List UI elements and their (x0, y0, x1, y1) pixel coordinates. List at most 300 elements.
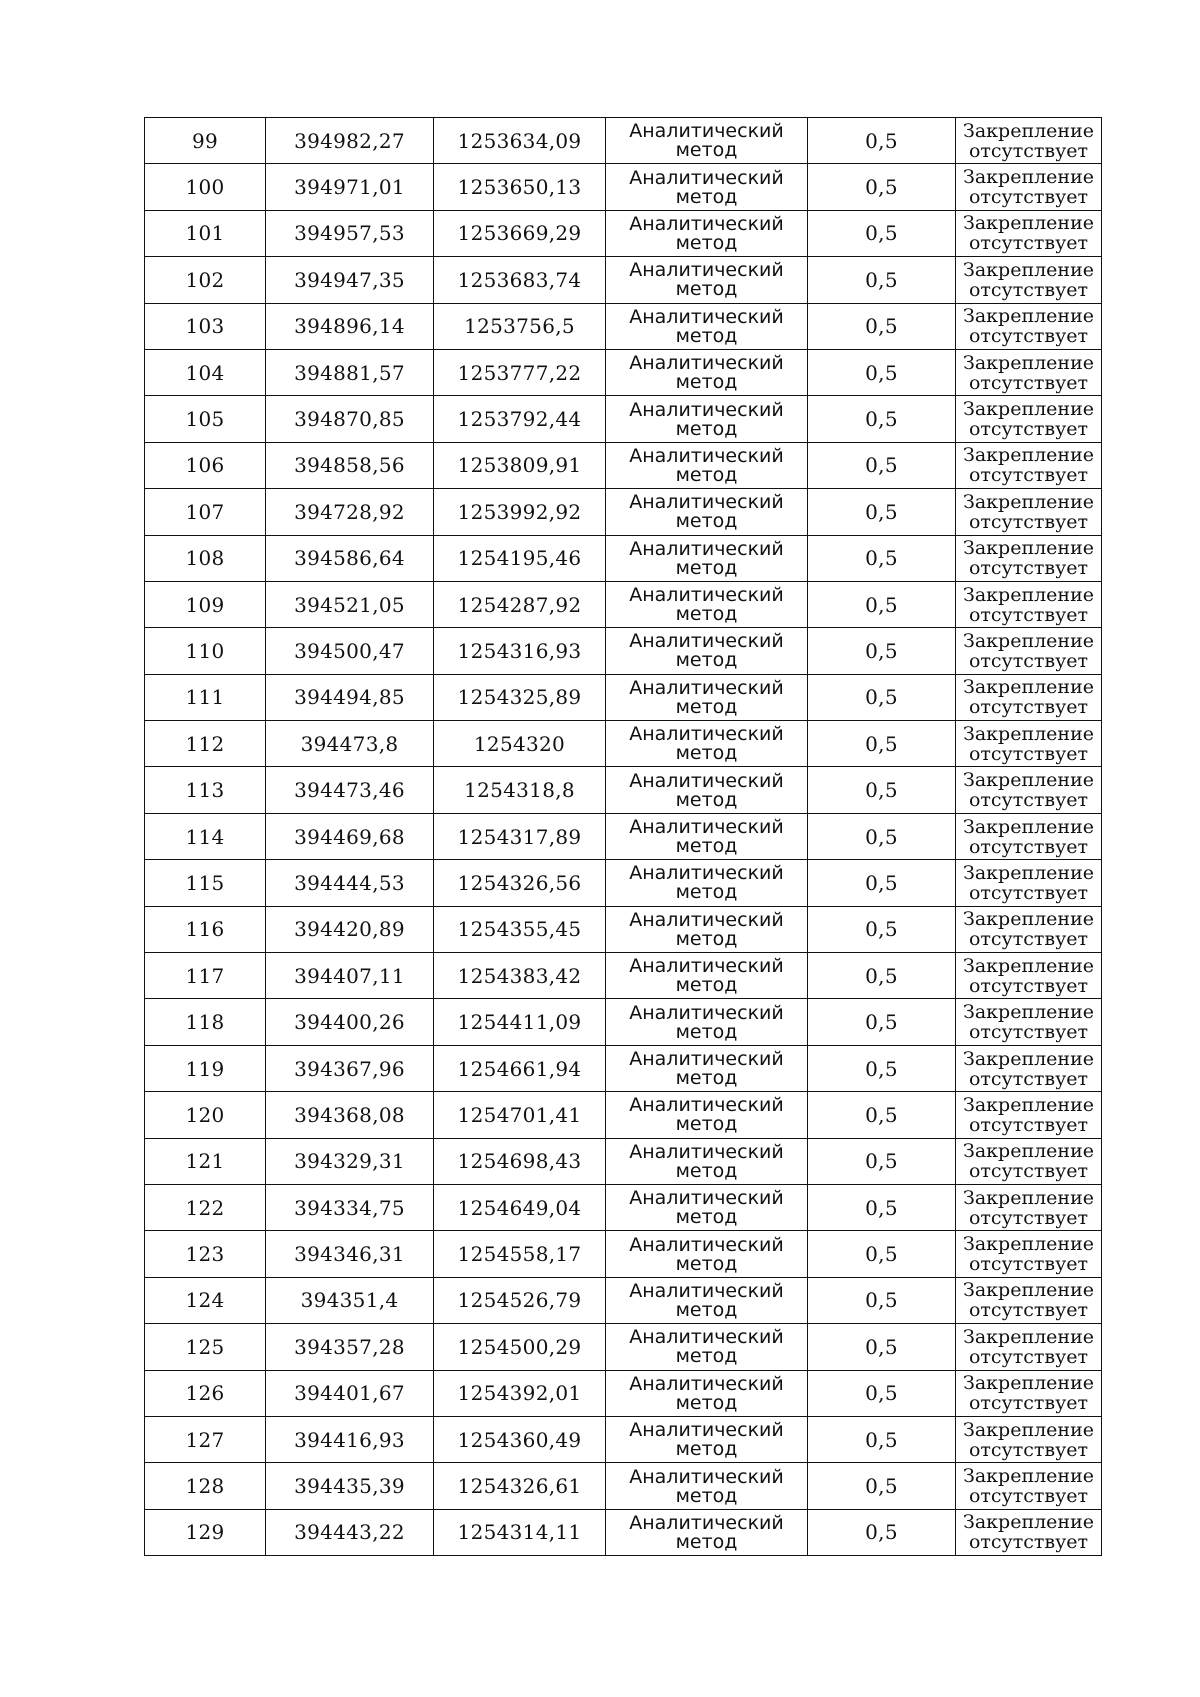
x-coordinate-cell: 394400,26 (266, 999, 434, 1045)
table-row (145, 813, 1102, 859)
fixing-line1: Закрепление (963, 1325, 1094, 1348)
table-row (145, 999, 1102, 1045)
table-row (145, 1138, 1102, 1184)
fixing-line1: Закрепление (963, 1001, 1094, 1024)
method-line2: метод (675, 835, 738, 858)
method-cell (606, 999, 808, 1045)
fixing-line2: отсутствует (968, 928, 1089, 951)
method-line1: Аналитический (629, 1048, 784, 1070)
x-coordinate-cell: 394443,22 (266, 1509, 434, 1555)
method-line1: Аналитический (629, 305, 784, 328)
method-line1: Аналитический (629, 1279, 784, 1302)
x-coordinate-cell: 394334,75 (266, 1184, 434, 1230)
method-cell (606, 1277, 808, 1323)
fixing-line2: отсутствует (968, 1531, 1089, 1554)
x-coordinate-cell: 394521,05 (266, 581, 434, 627)
accuracy-cell: 0,5 (808, 489, 956, 535)
point-number-cell: 124 (145, 1277, 266, 1323)
point-number-cell: 118 (145, 999, 266, 1045)
y-coordinate-cell: 1254316,93 (434, 628, 606, 674)
point-number-cell: 128 (145, 1463, 266, 1509)
table-row (145, 396, 1102, 442)
fixing-line2: отсутствует (968, 835, 1089, 858)
method-cell (606, 1138, 808, 1184)
fixing-line1: Закрепление (963, 444, 1094, 467)
y-coordinate-cell: 1253650,13 (434, 164, 606, 210)
fixing-line2: отсутствует (968, 1299, 1089, 1322)
y-coordinate-cell: 1254392,01 (434, 1370, 606, 1416)
method-line2: метод (675, 881, 738, 904)
method-line2: метод (675, 1067, 738, 1089)
table-row (145, 581, 1102, 627)
method-cell (606, 535, 808, 581)
table-row (145, 1509, 1102, 1555)
method-cell (606, 1184, 808, 1230)
x-coordinate-cell: 394728,92 (266, 489, 434, 535)
method-line1: Аналитический (629, 816, 784, 839)
point-number-cell: 105 (145, 396, 266, 442)
fixing-line2: отсутствует (968, 557, 1089, 580)
table-row (145, 489, 1102, 535)
method-line1: Аналитический (629, 1465, 784, 1488)
method-cell (606, 349, 808, 395)
y-coordinate-cell: 1253756,5 (434, 303, 606, 349)
fixing-line2: отсутствует (968, 1021, 1089, 1044)
method-line1: Аналитический (629, 1140, 784, 1163)
x-coordinate-cell: 394881,57 (266, 349, 434, 395)
method-cell (606, 721, 808, 767)
method-cell (606, 118, 808, 164)
accuracy-cell: 0,5 (808, 628, 956, 674)
fixing-line2: отсутствует (968, 186, 1089, 209)
method-line1: Аналитический (629, 1419, 784, 1442)
point-number-cell: 107 (145, 489, 266, 535)
table-row (145, 1370, 1102, 1416)
accuracy-cell: 0,5 (808, 1277, 956, 1323)
table-row (145, 164, 1102, 210)
y-coordinate-cell: 1254314,11 (434, 1509, 606, 1555)
y-coordinate-cell: 1253634,09 (434, 118, 606, 164)
point-number-cell: 99 (145, 118, 266, 164)
accuracy-cell: 0,5 (808, 1092, 956, 1138)
point-number-cell: 103 (145, 303, 266, 349)
point-number-cell: 113 (145, 767, 266, 813)
method-line2: метод (675, 1345, 738, 1368)
method-line2: метод (675, 463, 738, 486)
x-coordinate-cell: 394469,68 (266, 813, 434, 859)
fixing-line2: отсутствует (968, 1113, 1089, 1136)
fixing-line1: Закрепление (963, 629, 1094, 652)
table-row (145, 674, 1102, 720)
method-cell (606, 1231, 808, 1277)
accuracy-cell: 0,5 (808, 813, 956, 859)
method-line1: Аналитический (629, 1372, 784, 1395)
x-coordinate-cell: 394444,53 (266, 860, 434, 906)
method-line1: Аналитический (629, 1511, 784, 1534)
method-line1: Аналитический (629, 491, 784, 514)
method-line1: Аналитический (629, 862, 784, 885)
table-row (145, 1324, 1102, 1370)
method-line2: метод (675, 649, 738, 672)
fixing-cell (956, 164, 1102, 210)
y-coordinate-cell: 1253809,91 (434, 442, 606, 488)
point-number-cell: 116 (145, 906, 266, 952)
method-line1: Аналитический (629, 908, 784, 931)
method-line1: Аналитический (629, 584, 784, 607)
method-line2: метод (675, 1252, 738, 1275)
fixing-cell (956, 257, 1102, 303)
table-row (145, 1277, 1102, 1323)
fixing-line1: Закрепление (963, 1140, 1094, 1163)
fixing-line1: Закрепление (963, 1418, 1094, 1441)
accuracy-cell: 0,5 (808, 1370, 956, 1416)
method-line2: метод (675, 603, 738, 626)
fixing-line2: отсутствует (968, 464, 1089, 487)
method-line2: метод (675, 556, 738, 579)
point-number-cell: 127 (145, 1416, 266, 1462)
y-coordinate-cell: 1254195,46 (434, 535, 606, 581)
fixing-cell (956, 674, 1102, 720)
fixing-cell (956, 396, 1102, 442)
point-number-cell: 112 (145, 721, 266, 767)
y-coordinate-cell: 1253992,92 (434, 489, 606, 535)
accuracy-cell: 0,5 (808, 860, 956, 906)
fixing-cell (956, 1370, 1102, 1416)
fixing-cell (956, 813, 1102, 859)
point-number-cell: 114 (145, 813, 266, 859)
method-cell (606, 257, 808, 303)
method-line1: Аналитический (629, 212, 784, 235)
method-cell (606, 164, 808, 210)
method-cell (606, 303, 808, 349)
method-line2: метод (675, 371, 738, 394)
method-line2: метод (675, 417, 738, 440)
fixing-line2: отсутствует (968, 232, 1089, 255)
x-coordinate-cell: 394870,85 (266, 396, 434, 442)
fixing-cell (956, 442, 1102, 488)
fixing-line1: Закрепление (963, 351, 1094, 374)
accuracy-cell: 0,5 (808, 210, 956, 256)
fixing-cell (956, 349, 1102, 395)
x-coordinate-cell: 394357,28 (266, 1324, 434, 1370)
fixing-line1: Закрепление (963, 583, 1094, 606)
x-coordinate-cell: 394346,31 (266, 1231, 434, 1277)
method-cell (606, 396, 808, 442)
x-coordinate-cell: 394858,56 (266, 442, 434, 488)
y-coordinate-cell: 1254558,17 (434, 1231, 606, 1277)
method-cell (606, 860, 808, 906)
method-cell (606, 906, 808, 952)
method-cell (606, 1045, 808, 1091)
y-coordinate-cell: 1254360,49 (434, 1416, 606, 1462)
method-cell (606, 1370, 808, 1416)
method-cell (606, 767, 808, 813)
fixing-line2: отсутствует (968, 1206, 1089, 1229)
method-line1: Аналитический (629, 259, 784, 282)
method-cell (606, 813, 808, 859)
x-coordinate-cell: 394957,53 (266, 210, 434, 256)
y-coordinate-cell: 1253669,29 (434, 210, 606, 256)
fixing-cell (956, 1277, 1102, 1323)
x-coordinate-cell: 394416,93 (266, 1416, 434, 1462)
table-row (145, 1184, 1102, 1230)
fixing-line1: Закрепление (963, 1465, 1094, 1488)
method-line1: Аналитический (629, 1001, 784, 1024)
fixing-line2: отсутствует (968, 974, 1089, 997)
fixing-cell (956, 999, 1102, 1045)
y-coordinate-cell: 1254287,92 (434, 581, 606, 627)
table-row (145, 349, 1102, 395)
fixing-line2: отсутствует (968, 649, 1089, 672)
fixing-line2: отсутствует (968, 1160, 1089, 1183)
fixing-cell (956, 953, 1102, 999)
y-coordinate-cell: 1254411,09 (434, 999, 606, 1045)
table-row (145, 535, 1102, 581)
y-coordinate-cell: 1254661,94 (434, 1045, 606, 1091)
method-line1: Аналитический (629, 1187, 784, 1210)
method-line1: Аналитический (629, 537, 784, 560)
method-line2: метод (675, 974, 738, 997)
method-line2: метод (675, 1113, 738, 1136)
method-cell (606, 1463, 808, 1509)
accuracy-cell: 0,5 (808, 164, 956, 210)
y-coordinate-cell: 1254526,79 (434, 1277, 606, 1323)
method-line1: Аналитический (629, 120, 784, 143)
coordinates-table (144, 117, 1102, 1556)
fixing-cell (956, 1184, 1102, 1230)
fixing-line2: отсутствует (968, 1485, 1089, 1508)
method-cell (606, 628, 808, 674)
point-number-cell: 115 (145, 860, 266, 906)
fixing-cell (956, 1509, 1102, 1555)
accuracy-cell: 0,5 (808, 118, 956, 164)
y-coordinate-cell: 1254383,42 (434, 953, 606, 999)
y-coordinate-cell: 1253777,22 (434, 349, 606, 395)
y-coordinate-cell: 1254355,45 (434, 906, 606, 952)
method-line1: Аналитический (629, 352, 784, 375)
method-cell (606, 674, 808, 720)
table-row (145, 860, 1102, 906)
method-line1: Аналитический (629, 769, 784, 792)
x-coordinate-cell: 394407,11 (266, 953, 434, 999)
y-coordinate-cell: 1254698,43 (434, 1138, 606, 1184)
x-coordinate-cell: 394896,14 (266, 303, 434, 349)
method-line2: метод (675, 231, 738, 254)
method-line1: Аналитический (629, 723, 784, 746)
fixing-cell (956, 721, 1102, 767)
accuracy-cell: 0,5 (808, 953, 956, 999)
method-line2: метод (675, 695, 738, 718)
accuracy-cell: 0,5 (808, 535, 956, 581)
point-number-cell: 101 (145, 210, 266, 256)
table-row (145, 628, 1102, 674)
point-number-cell: 126 (145, 1370, 266, 1416)
table-row (145, 721, 1102, 767)
method-line1: Аналитический (629, 444, 784, 467)
method-line2: метод (675, 185, 738, 208)
y-coordinate-cell: 1253683,74 (434, 257, 606, 303)
fixing-cell (956, 1045, 1102, 1091)
y-coordinate-cell: 1254326,56 (434, 860, 606, 906)
accuracy-cell: 0,5 (808, 1324, 956, 1370)
x-coordinate-cell: 394947,35 (266, 257, 434, 303)
point-number-cell: 100 (145, 164, 266, 210)
fixing-line1: Закрепление (963, 212, 1094, 235)
fixing-line2: отсутствует (968, 1438, 1089, 1461)
point-number-cell: 110 (145, 628, 266, 674)
y-coordinate-cell: 1254649,04 (434, 1184, 606, 1230)
method-line2: метод (675, 324, 738, 347)
fixing-line1: Закрепление (963, 676, 1094, 699)
method-line2: метод (675, 788, 738, 811)
accuracy-cell: 0,5 (808, 581, 956, 627)
accuracy-cell: 0,5 (808, 1231, 956, 1277)
fixing-cell (956, 767, 1102, 813)
method-line1: Аналитический (629, 1233, 784, 1256)
fixing-line1: Закрепление (963, 305, 1094, 328)
accuracy-cell: 0,5 (808, 396, 956, 442)
accuracy-cell: 0,5 (808, 1463, 956, 1509)
fixing-line1: Закрепление (963, 166, 1094, 189)
table-row (145, 118, 1102, 164)
method-line2: метод (675, 510, 738, 533)
fixing-cell (956, 581, 1102, 627)
method-line1: Аналитический (629, 676, 784, 699)
method-line2: метод (675, 742, 738, 765)
y-coordinate-cell: 1254701,41 (434, 1092, 606, 1138)
fixing-line1: Закрепление (963, 1186, 1094, 1209)
method-line2: метод (675, 1159, 738, 1182)
fixing-line1: Закрепление (963, 119, 1094, 142)
fixing-line1: Закрепление (963, 1093, 1094, 1116)
x-coordinate-cell: 394420,89 (266, 906, 434, 952)
fixing-cell (956, 1092, 1102, 1138)
fixing-line1: Закрепление (963, 908, 1094, 931)
table-row (145, 1092, 1102, 1138)
y-coordinate-cell: 1254320 (434, 721, 606, 767)
accuracy-cell: 0,5 (808, 674, 956, 720)
method-line1: Аналитический (629, 166, 784, 189)
table-row (145, 1416, 1102, 1462)
fixing-line2: отсутствует (968, 881, 1089, 904)
method-line1: Аналитический (629, 1094, 784, 1117)
fixing-cell (956, 489, 1102, 535)
method-line2: метод (675, 1484, 738, 1507)
fixing-cell (956, 1324, 1102, 1370)
y-coordinate-cell: 1254325,89 (434, 674, 606, 720)
fixing-cell (956, 1416, 1102, 1462)
point-number-cell: 121 (145, 1138, 266, 1184)
point-number-cell: 122 (145, 1184, 266, 1230)
table-row (145, 1231, 1102, 1277)
method-line1: Аналитический (629, 955, 784, 978)
method-line2: метод (675, 1438, 738, 1461)
fixing-cell (956, 1463, 1102, 1509)
x-coordinate-cell: 394401,67 (266, 1370, 434, 1416)
fixing-line2: отсутствует (968, 418, 1089, 441)
method-line2: метод (675, 1020, 738, 1043)
table-row (145, 767, 1102, 813)
fixing-line2: отсутствует (968, 742, 1089, 765)
fixing-line1: Закрепление (963, 1279, 1094, 1302)
point-number-cell: 108 (145, 535, 266, 581)
x-coordinate-cell: 394473,46 (266, 767, 434, 813)
fixing-line1: Закрепление (963, 490, 1094, 513)
accuracy-cell: 0,5 (808, 349, 956, 395)
method-cell (606, 1509, 808, 1555)
method-cell (606, 1092, 808, 1138)
method-line2: метод (675, 139, 738, 162)
accuracy-cell: 0,5 (808, 721, 956, 767)
table-body (145, 118, 1102, 1556)
fixing-line1: Закрепление (963, 258, 1094, 281)
table-row (145, 1463, 1102, 1509)
table-row (145, 257, 1102, 303)
table-row (145, 442, 1102, 488)
x-coordinate-cell: 394971,01 (266, 164, 434, 210)
fixing-line1: Закрепление (963, 815, 1094, 838)
fixing-line2: отсутствует (968, 278, 1089, 301)
x-coordinate-cell: 394329,31 (266, 1138, 434, 1184)
accuracy-cell: 0,5 (808, 1184, 956, 1230)
x-coordinate-cell: 394494,85 (266, 674, 434, 720)
accuracy-cell: 0,5 (808, 1416, 956, 1462)
fixing-cell (956, 1231, 1102, 1277)
method-cell (606, 210, 808, 256)
fixing-cell (956, 210, 1102, 256)
accuracy-cell: 0,5 (808, 442, 956, 488)
x-coordinate-cell: 394982,27 (266, 118, 434, 164)
y-coordinate-cell: 1254326,61 (434, 1463, 606, 1509)
x-coordinate-cell: 394586,64 (266, 535, 434, 581)
fixing-line1: Закрепление (963, 1372, 1094, 1395)
fixing-line2: отсутствует (968, 510, 1089, 533)
point-number-cell: 125 (145, 1324, 266, 1370)
fixing-line1: Закрепление (963, 861, 1094, 884)
fixing-line2: отсутствует (968, 789, 1089, 812)
method-cell (606, 581, 808, 627)
fixing-line1: Закрепление (963, 1233, 1094, 1256)
fixing-line1: Закрепление (963, 954, 1094, 977)
fixing-cell (956, 303, 1102, 349)
x-coordinate-cell: 394368,08 (266, 1092, 434, 1138)
y-coordinate-cell: 1254318,8 (434, 767, 606, 813)
fixing-line2: отсутствует (968, 1253, 1089, 1276)
x-coordinate-cell: 394351,4 (266, 1277, 434, 1323)
fixing-line2: отсутствует (968, 1345, 1089, 1368)
point-number-cell: 109 (145, 581, 266, 627)
method-line2: метод (675, 1530, 738, 1553)
point-number-cell: 102 (145, 257, 266, 303)
table-row (145, 953, 1102, 999)
fixing-cell (956, 860, 1102, 906)
method-line1: Аналитический (629, 1326, 784, 1349)
fixing-line1: Закрепление (963, 769, 1094, 792)
x-coordinate-cell: 394435,39 (266, 1463, 434, 1509)
table-row (145, 210, 1102, 256)
fixing-line2: отсутствует (968, 603, 1089, 626)
fixing-line1: Закрепление (963, 1511, 1094, 1534)
method-cell (606, 442, 808, 488)
table-row (145, 1045, 1102, 1091)
fixing-line1: Закрепление (963, 398, 1094, 421)
y-coordinate-cell: 1253792,44 (434, 396, 606, 442)
point-number-cell: 120 (145, 1092, 266, 1138)
accuracy-cell: 0,5 (808, 1138, 956, 1184)
fixing-line2: отсутствует (968, 139, 1089, 162)
method-line2: метод (675, 278, 738, 301)
method-line2: метод (675, 1391, 738, 1414)
